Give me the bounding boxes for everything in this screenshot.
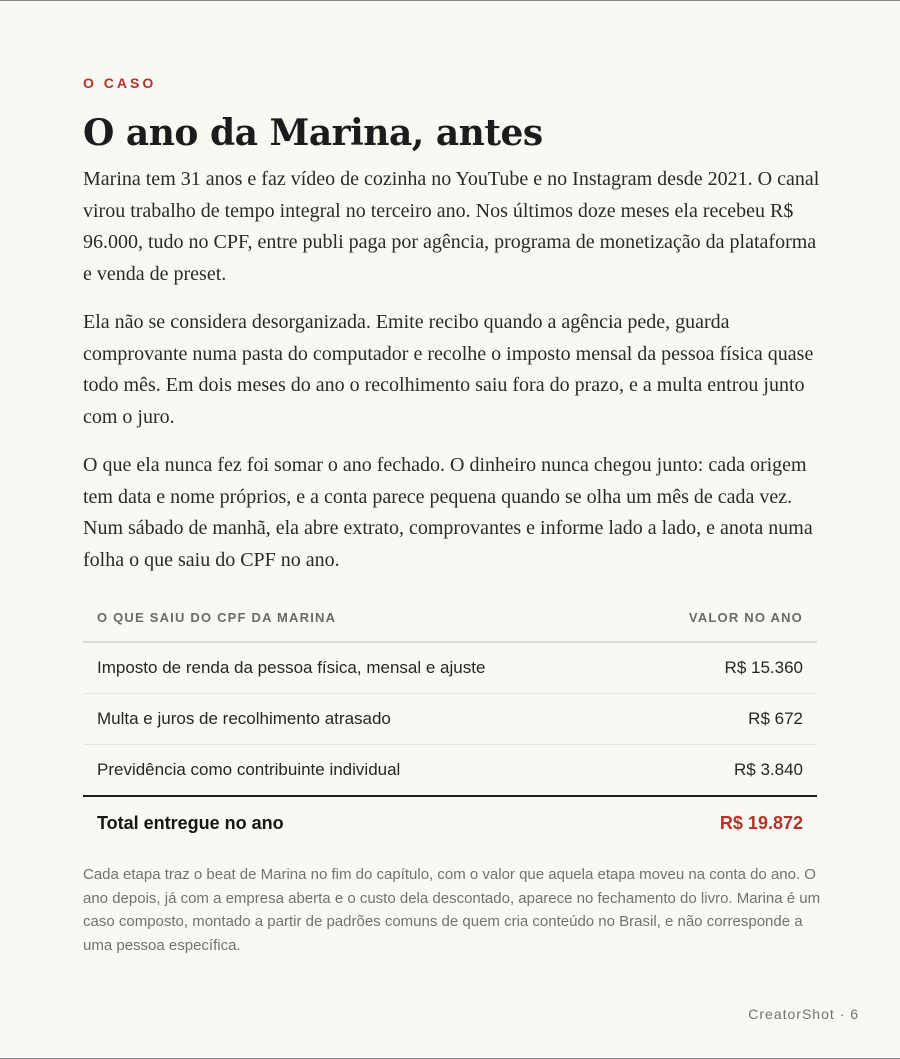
table-row xyxy=(83,643,817,694)
expenses-table xyxy=(83,593,817,849)
page-title: O ano da Marina, antes xyxy=(83,112,543,154)
table-row xyxy=(83,694,817,745)
row-label: Previdência como contribuinte individual xyxy=(97,760,401,779)
row-value: R$ 672 xyxy=(748,709,803,728)
row-value: R$ 15.360 xyxy=(724,658,803,677)
table-header-label: O QUE SAIU DO CPF DA MARINA xyxy=(97,609,337,625)
table-header xyxy=(83,593,817,643)
total-value: R$ 19.872 xyxy=(719,812,803,833)
page-footer: CreatorShot · 6 xyxy=(748,1006,859,1022)
section-eyebrow: O CASO xyxy=(83,75,157,91)
total-label: Total entregue no ano xyxy=(97,812,284,833)
row-label: Imposto de renda da pessoa física, mensal e ajuste xyxy=(97,658,486,677)
table-total-row xyxy=(83,797,817,849)
row-label: Multa e juros de recolhimento atrasado xyxy=(97,709,391,728)
body-paragraph: Ela não se considera desorganizada. Emite recibo quando a agência pede, guarda comprovante numa pasta do computador e recolhe o imposto mensal da pessoa física quase todo mês. Em dois meses do ano o recolhimento saiu fora do prazo, e a multa entrou junto com o juro. xyxy=(83,311,814,428)
table-header-value: VALOR NO ANO xyxy=(688,609,803,625)
footnote: Cada etapa traz o beat de Marina no fim do capítulo, com o valor que aquela etapa moveu na conta do ano. O ano depois, já com a empresa aberta e o custo dela descontado, aparece no fechamento do livro. Marina é um caso composto, montado a partir de padrões comuns de quem cria conteúdo no Brasil, e não corresponde a uma pessoa específica. xyxy=(83,866,821,954)
table-row xyxy=(83,745,817,797)
body-paragraph: O que ela nunca fez foi somar o ano fechado. O dinheiro nunca chegou junto: cada origem tem data e nome próprios, e a conta parece pequena quando se olha um mês de cada vez. Num sábado de manhã, ela abre extrato, comprovantes e informe lado a lado, e anota numa folha o que saiu do CPF no ano. xyxy=(83,454,813,571)
body-paragraph: Marina tem 31 anos e faz vídeo de cozinha no YouTube e no Instagram desde 2021. O canal virou trabalho de tempo integral no terceiro ano. Nos últimos doze meses ela recebeu R$ 96.000, tudo no CPF, entre publi paga por agência, programa de monetização da plataforma e venda de preset. xyxy=(83,168,820,285)
row-value: R$ 3.840 xyxy=(734,760,803,779)
